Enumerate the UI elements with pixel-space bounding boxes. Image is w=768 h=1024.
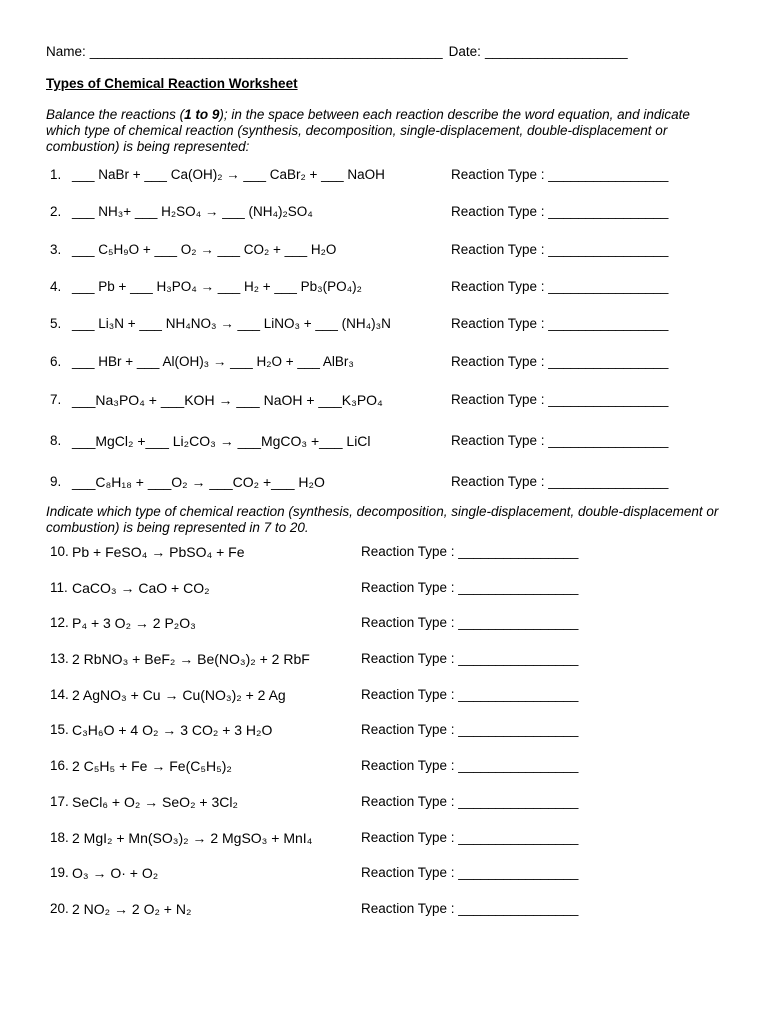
reaction-number: 6.	[50, 354, 62, 369]
reaction-type-field[interactable]: Reaction Type : ________________	[361, 830, 579, 845]
reaction-row	[46, 649, 726, 669]
reaction-number: 15.	[50, 722, 69, 737]
reaction-number: 3.	[50, 242, 62, 257]
reaction-type-field[interactable]: Reaction Type : ________________	[361, 722, 579, 737]
worksheet	[46, 44, 726, 921]
reaction-number: 17.	[50, 794, 69, 809]
reaction-equation: Pb + FeSO₄ → PbSO₄ + Fe	[72, 544, 245, 560]
reaction-number: 19.	[50, 865, 69, 880]
reaction-type-field[interactable]: Reaction Type : ________________	[451, 316, 669, 331]
reaction-equation: ___ NaBr + ___ Ca(OH)₂ → ___ CaBr₂ + ___ NaOH	[72, 167, 385, 182]
reaction-number: 8.	[50, 433, 62, 448]
reaction-type-field[interactable]: Reaction Type : ________________	[361, 758, 579, 773]
reaction-type-field[interactable]: Reaction Type : ________________	[361, 651, 579, 666]
header-line	[46, 44, 726, 64]
reaction-type-field[interactable]: Reaction Type : ________________	[451, 242, 669, 257]
reaction-equation: 2 RbNO₃ + BeF₂ → Be(NO₃)₂ + 2 RbF	[72, 651, 310, 667]
reaction-equation: 2 C₅H₅ + Fe → Fe(C₅H₅)₂	[72, 758, 232, 774]
reaction-equation: 2 MgI₂ + Mn(SO₃)₂ → 2 MgSO₃ + MnI₄	[72, 830, 313, 846]
reaction-equation: CaCO₃ → CaO + CO₂	[72, 580, 210, 596]
reaction-type-field[interactable]: Reaction Type : ________________	[451, 433, 669, 448]
reaction-row	[46, 165, 726, 185]
reaction-number: 16.	[50, 758, 69, 773]
reaction-number: 18.	[50, 830, 69, 845]
reaction-number: 14.	[50, 687, 69, 702]
reaction-number: 20.	[50, 901, 69, 916]
reaction-type-field[interactable]: Reaction Type : ________________	[361, 865, 579, 880]
date-label: Date:	[448, 44, 481, 59]
reaction-type-field[interactable]: Reaction Type : ________________	[451, 167, 669, 182]
reaction-row	[46, 613, 726, 633]
name-field[interactable]: _______________________________________________	[89, 44, 443, 59]
page-title: Types of Chemical Reaction Worksheet	[46, 76, 298, 91]
reaction-type-field[interactable]: Reaction Type : ________________	[361, 544, 579, 559]
reaction-row	[46, 352, 726, 372]
reaction-type-field[interactable]: Reaction Type : ________________	[451, 354, 669, 369]
reaction-type-field[interactable]: Reaction Type : ________________	[361, 901, 579, 916]
part1-list	[46, 165, 726, 494]
reaction-type-field[interactable]: Reaction Type : ________________	[451, 204, 669, 219]
reaction-row	[46, 756, 726, 776]
reaction-number: 9.	[50, 474, 62, 489]
reaction-type-field[interactable]: Reaction Type : ________________	[451, 392, 669, 407]
reaction-type-field[interactable]: Reaction Type : ________________	[361, 687, 579, 702]
reaction-equation: ___ Li₃N + ___ NH₄NO₃ → ___ LiNO₃ + ___ (NH₄)₃N	[72, 316, 391, 331]
reaction-row	[46, 863, 726, 883]
reaction-equation: SeCl₆ + O₂ → SeO₂ + 3Cl₂	[72, 794, 238, 810]
reaction-type-field[interactable]: Reaction Type : ________________	[451, 279, 669, 294]
reaction-equation: ___MgCl₂ +___ Li₂CO₃ → ___MgCO₃ +___ LiCl	[72, 433, 371, 449]
reaction-row	[46, 277, 726, 297]
reaction-number: 13.	[50, 651, 69, 666]
instr-text-a: Balance the reactions (	[46, 107, 185, 122]
reaction-number: 4.	[50, 279, 62, 294]
instructions-part2: Indicate which type of chemical reaction (synthesis, decomposition, single-displacement, double-displacement or combustion) is being represented in 7 to 20.	[46, 504, 719, 535]
reaction-equation: 2 NO₂ → 2 O₂ + N₂	[72, 901, 192, 917]
reaction-row	[46, 542, 726, 562]
reaction-type-field[interactable]: Reaction Type : ________________	[451, 474, 669, 489]
name-label: Name:	[46, 44, 86, 59]
reaction-equation: ___ Pb + ___ H₃PO₄ → ___ H₂ + ___ Pb₃(PO₄)₂	[72, 279, 362, 294]
reaction-row	[46, 431, 726, 451]
reaction-equation: ___ HBr + ___ Al(OH)₃ → ___ H₂O + ___ AlBr₃	[72, 354, 354, 369]
reaction-equation: O₃ → O· + O₂	[72, 865, 159, 881]
reaction-equation: ___ NH₃+ ___ H₂SO₄ → ___ (NH₄)₂SO₄	[72, 204, 313, 219]
reaction-row	[46, 792, 726, 812]
reaction-row	[46, 314, 726, 334]
reaction-row	[46, 685, 726, 705]
instructions-part1	[46, 107, 726, 155]
instr-text-c: ); in the space between each reaction describe the word equation, and indicate which type of chemical reaction (synthesis, decomposition, single-displacement, double-displacement or combustion) is being represented:	[46, 107, 690, 154]
reaction-row	[46, 240, 726, 260]
reaction-type-field[interactable]: Reaction Type : ________________	[361, 615, 579, 630]
reaction-number: 5.	[50, 316, 62, 331]
reaction-row	[46, 202, 726, 222]
reaction-number: 2.	[50, 204, 62, 219]
reaction-equation: ___ C₅H₉O + ___ O₂ → ___ CO₂ + ___ H₂O	[72, 242, 337, 257]
reaction-equation: C₃H₆O + 4 O₂ → 3 CO₂ + 3 H₂O	[72, 722, 273, 738]
reaction-equation: ___Na₃PO₄ + ___KOH → ___ NaOH + ___K₃PO₄	[72, 392, 383, 408]
reaction-row	[46, 390, 726, 410]
reaction-type-field[interactable]: Reaction Type : ________________	[361, 580, 579, 595]
reaction-number: 7.	[50, 392, 62, 407]
reaction-number: 12.	[50, 615, 69, 630]
part2-list	[46, 542, 726, 921]
reaction-row	[46, 720, 726, 740]
date-field[interactable]: ___________________	[484, 44, 628, 59]
instr-range: 1 to 9	[184, 107, 220, 122]
reaction-type-field[interactable]: Reaction Type : ________________	[361, 794, 579, 809]
reaction-equation: P₄ + 3 O₂ → 2 P₂O₃	[72, 615, 196, 631]
reaction-equation: ___C₈H₁₈ + ___O₂ → ___CO₂ +___ H₂O	[72, 474, 325, 490]
reaction-row	[46, 899, 726, 919]
reaction-number: 10.	[50, 544, 69, 559]
reaction-row	[46, 578, 726, 598]
reaction-equation: 2 AgNO₃ + Cu → Cu(NO₃)₂ + 2 Ag	[72, 687, 286, 703]
reaction-number: 1.	[50, 167, 62, 182]
reaction-row	[46, 828, 726, 848]
reaction-number: 11.	[50, 580, 68, 595]
reaction-row	[46, 472, 726, 492]
